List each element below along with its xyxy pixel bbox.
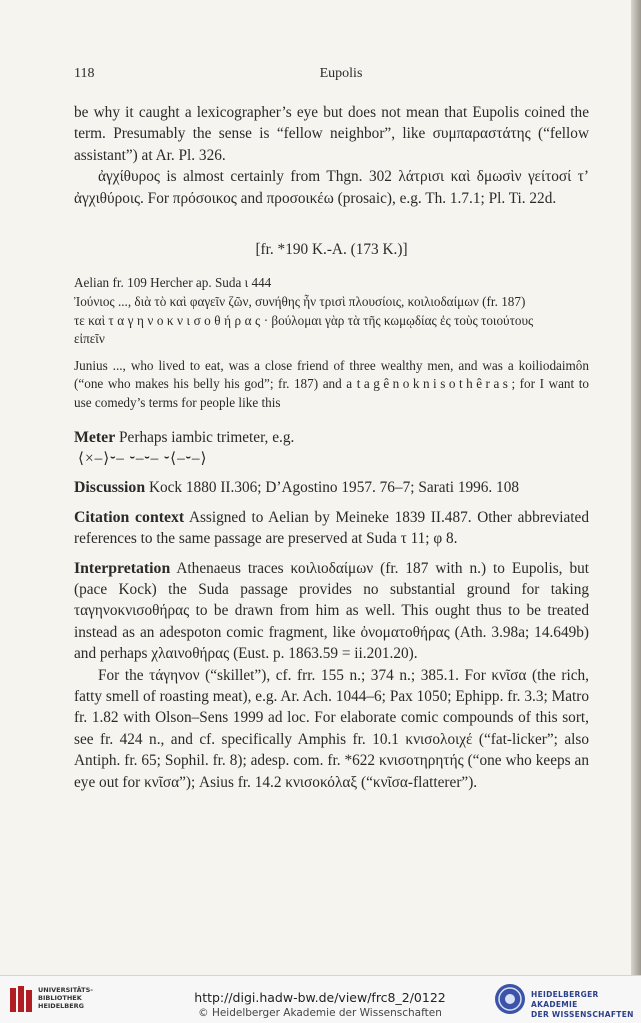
fragment-greek-2: τε καὶ ταγηνοκνισοθήρας· βούλομαι γὰρ τὰ τῆς κωμῳδίας ἐς τοὺς τοιούτους (74, 312, 534, 328)
running-header (74, 66, 608, 84)
page-edge (631, 0, 641, 975)
academy-name: HEIDELBERGER AKADEMIE DER WISSENSCHAFTEN (531, 990, 634, 1019)
page-number: 118 (74, 66, 95, 81)
meter-section: Meter Perhaps iambic trimeter, e.g. (74, 428, 295, 446)
university-library-logo-icon (8, 984, 36, 1016)
academy-seal-icon (494, 983, 526, 1015)
fragment-heading: [fr. *190 K.-A. (173 K.)] (255, 241, 408, 259)
paragraph-1: be why it caught a lexicographer’s eye but does not mean that Eupolis coined the term. Presumably the sense is “fellow neighbor”, like συμπαραστάτης (“fellow assistant”) at Ar. Pl. 326. (74, 104, 589, 164)
paragraph-2: ἀγχίθυρος is almost certainly from Thgn. 302 λάτρισι καὶ δμωσὶν γείτοσί τ’ ἀγχιθύροις. For πρόσοικος and προσοικέω (prosaic), e.g. Th. 1.7.1; Pl. Ti. 22d. (74, 168, 589, 207)
fragment-greek-1: Ἰούνιος ..., διὰ τὸ καὶ φαγεῖν ζῶν, συνήθης ἦν τρισὶ πλουσίοις, κοιλιοδαίμων (fr. 187) (74, 294, 526, 310)
fragment-translation: Junius ..., who lived to eat, was a close friend of three wealthy men, and was a koiliodaimôn (“one who makes his belly his god”; fr. 187) and a tagênoknisothêras; for I want to use comedy’s terms for people like this (74, 357, 589, 410)
discussion-section: Discussion Kock 1880 II.306; D’Agostino 1957. 76–7; Sarati 1996. 108 (74, 479, 520, 497)
spaced-translit: tagênoknisothêras (356, 376, 512, 392)
page-body (74, 102, 589, 793)
interpretation-label: Interpretation (74, 559, 171, 577)
meter-scheme: ⟨×–⟩⏑– ⏑–⏑– ⏑⟨–⏑–⟩ (78, 450, 208, 467)
meter-label: Meter (74, 428, 116, 446)
citation-label: Citation context (74, 508, 185, 526)
spaced-lemma: ταγηνοκνισοθήρας (108, 312, 264, 328)
interpretation-section: Interpretation Athenaeus traces κοιλιοδαίμων (fr. 187 with n.) to Eupolis, but (pace Kock) the Suda passage provides no substantial ground for taking ταγηνοκνισοθήρας to be drawn from him as well. This ought thus to be treated instead as an adespoton comic fragment, like ὀνοματοθήρας (Ath. 3.98a; 14.649b) and perhaps χλαινοθήρας (Eust. p. 1863.59 = ii.201.20). (74, 559, 589, 663)
library-name: UNIVERSITÄTS- BIBLIOTHEK HEIDELBERG (38, 986, 93, 1010)
fragment-greek-3: εἰπεῖν (74, 331, 105, 347)
copyright-notice: © Heidelberger Akademie der Wissenschaften (198, 1007, 442, 1019)
running-title: Eupolis (319, 66, 363, 81)
fragment-source: Aelian fr. 109 Hercher ap. Suda ι 444 (74, 275, 272, 291)
permalink-url[interactable]: http://digi.hadw-bw.de/view/frc8_2/0122 (194, 990, 446, 1005)
citation-section: Citation context Assigned to Aelian by Meineke 1839 II.487. Other abbreviated references to the same passage are preserved at Suda τ 11; φ 8. (74, 508, 589, 548)
viewer-footer (0, 975, 641, 1023)
discussion-label: Discussion (74, 479, 146, 497)
interpretation-para-2: For the τάγηνον (“skillet”), cf. frr. 155 n.; 374 n.; 385.1. For κνῖσα (the rich, fatty smell of roasting meat), e.g. Ar. Ach. 1044–6; Pax 1050; Ephipp. fr. 3.3; Matro fr. 1.82 with Olson–Sens 1999 ad loc. For elaborate comic compounds of this sort, see fr. 424 n., and cf. specifically Amphis fr. 10.1 κνισολοιχέ (“fat-licker”; also Antiph. fr. 65; Sophil. fr. 8); adesp. com. fr. *622 κνισοτηρητής (“one who keeps an eye out for κνῖσα”); Asius fr. 14.2 κνισοκόλαξ (“κνῖσα-flatterer”). (74, 666, 589, 791)
